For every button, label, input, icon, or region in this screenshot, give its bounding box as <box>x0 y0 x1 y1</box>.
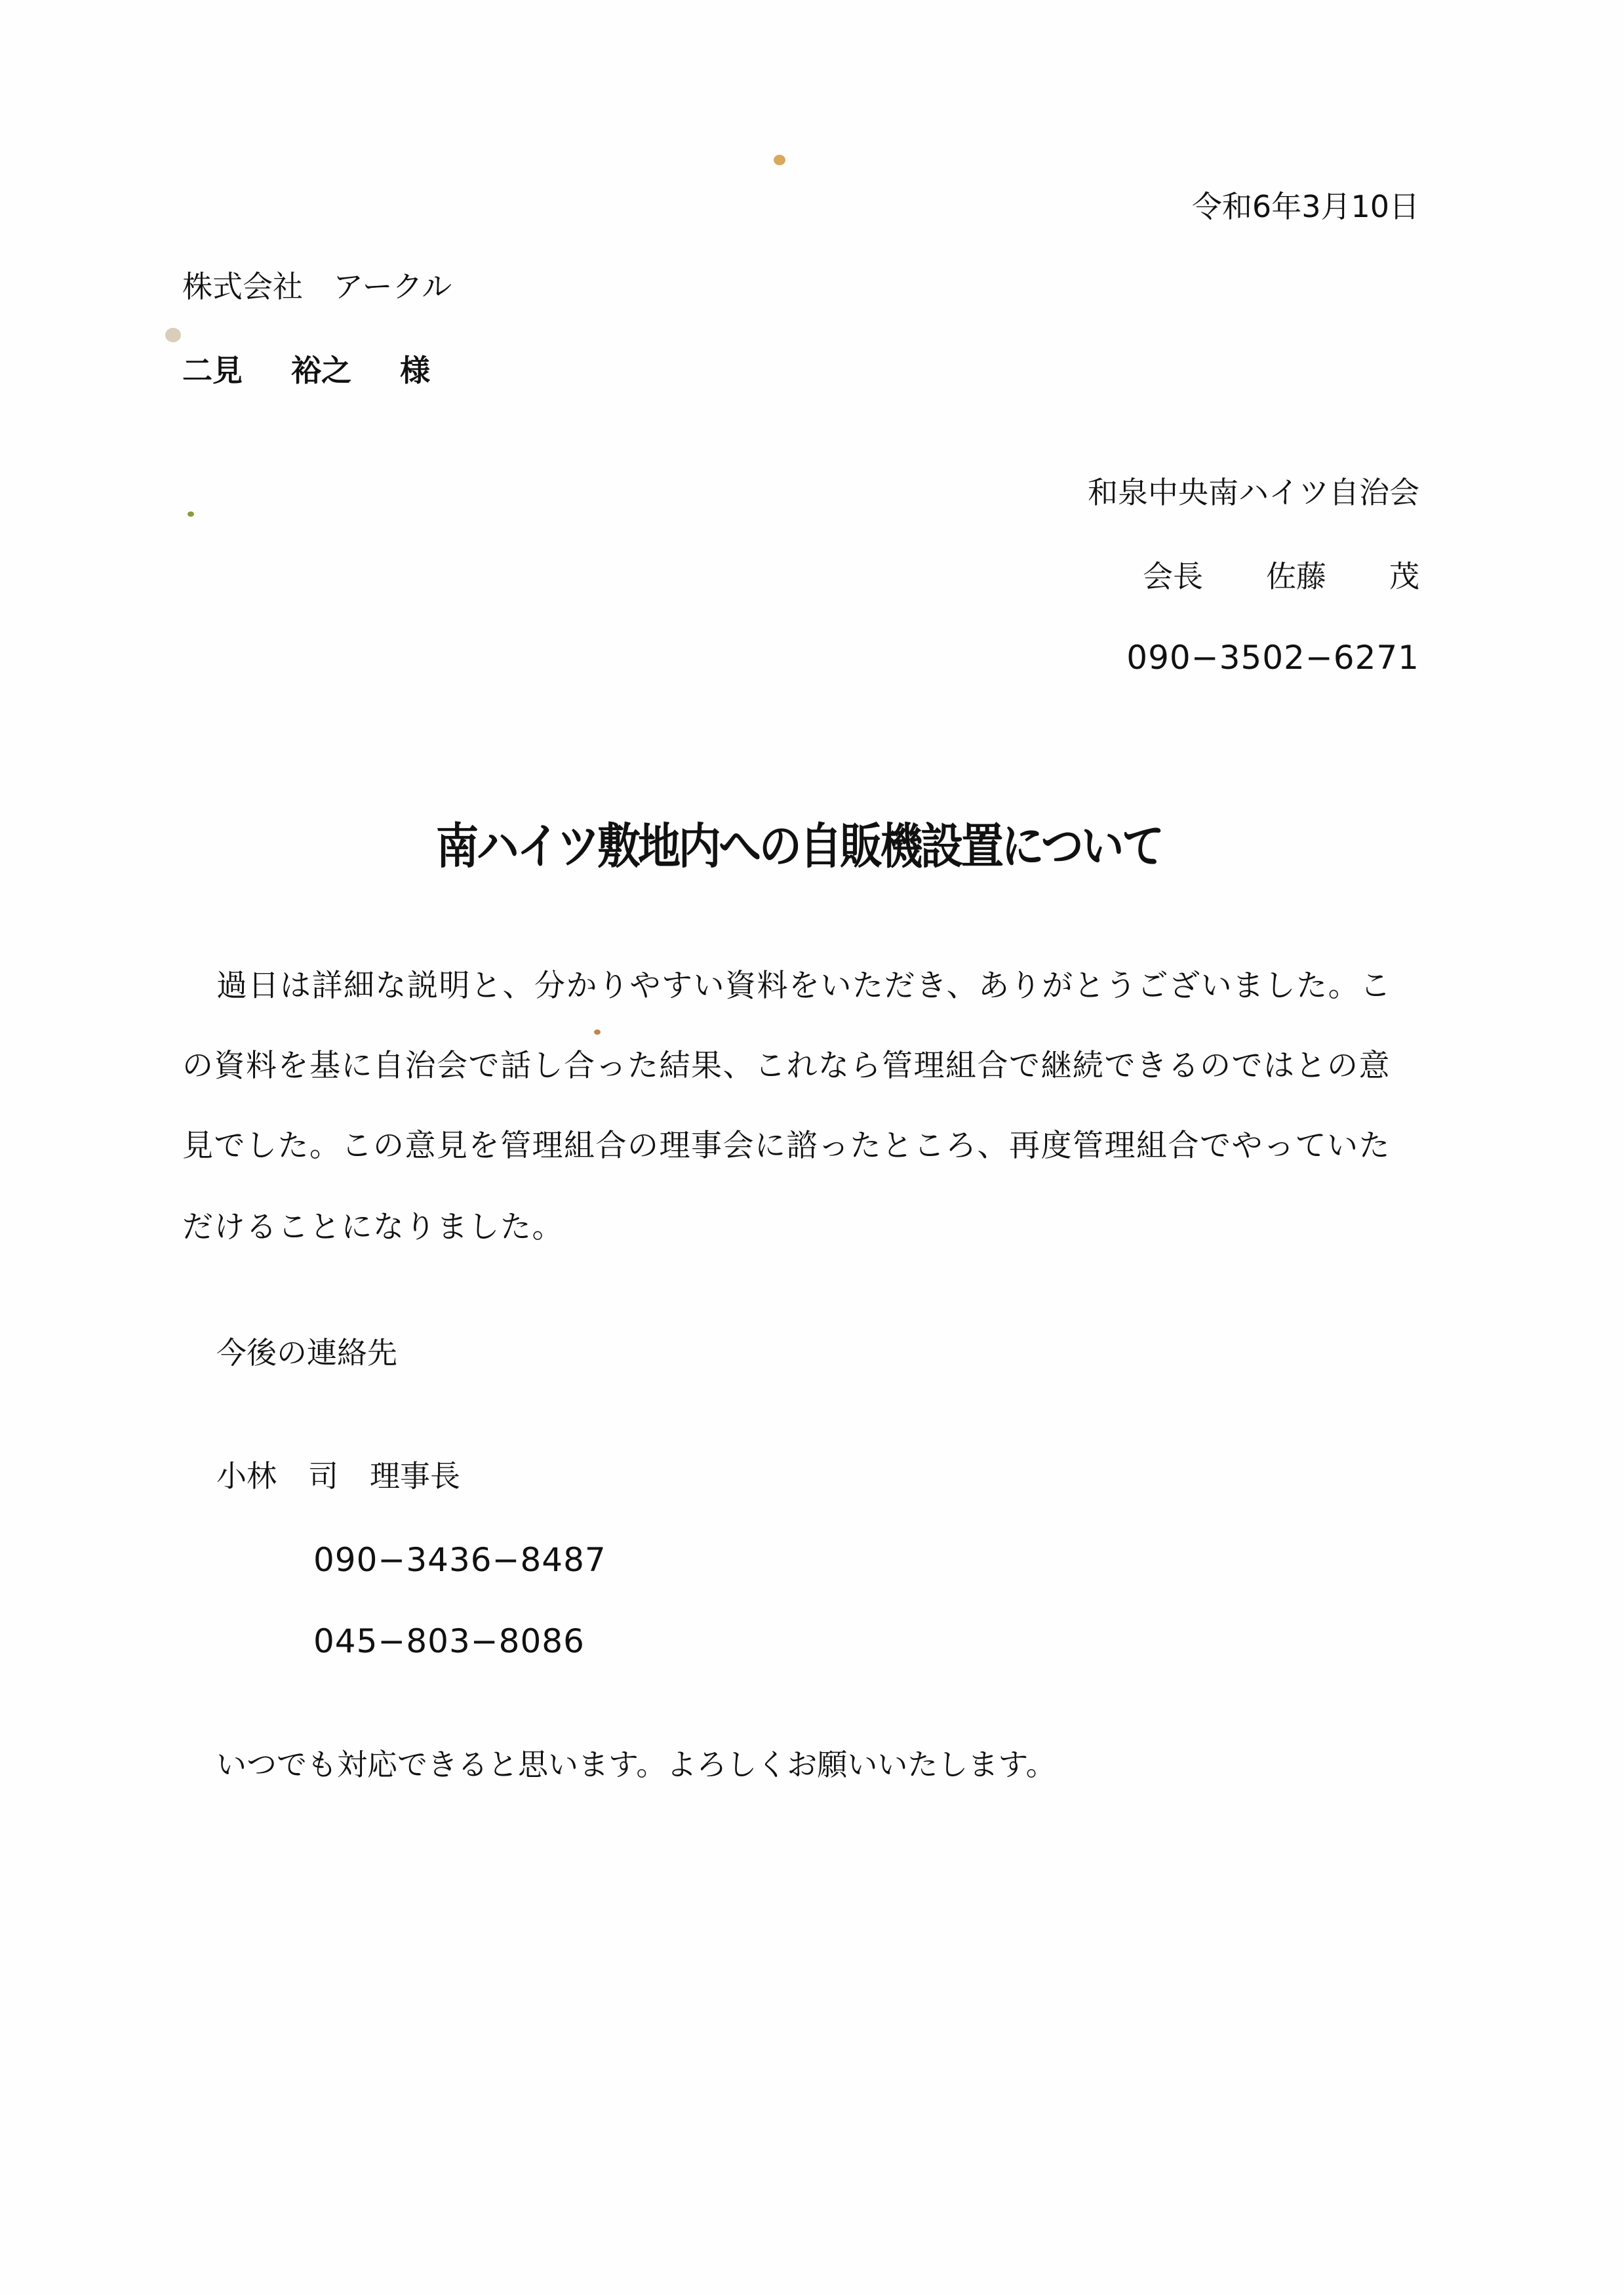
sender-title: 会長 <box>1143 559 1203 594</box>
body-line: 見でした。この意見を管理組合の理事会に諮ったところ、再度管理組合でやっていた <box>182 1128 1391 1164</box>
letter-date: 令和6年3月10日 <box>1191 189 1419 224</box>
body-line: だけることになりました。 <box>182 1209 564 1245</box>
contact-heading: 今後の連絡先 <box>216 1335 397 1370</box>
recipient-name <box>182 355 430 386</box>
closing-remark: いつでも対応できると思います。よろしくお願いいたします。 <box>216 1747 1056 1782</box>
recipient-given-name: 裕之 <box>291 353 351 388</box>
sender-family-name: 佐藤 <box>1266 559 1326 594</box>
contact-role: 理事長 <box>370 1458 460 1494</box>
scan-speck <box>165 328 181 342</box>
scan-speck <box>188 511 194 517</box>
contact-phone-mobile: 090−3436−8487 <box>313 1541 606 1579</box>
contact-family-name: 小林 <box>216 1458 277 1494</box>
body-line: の資料を基に自治会で話し合った結果、これなら管理組合で継続できるのではとの意 <box>182 1048 1391 1084</box>
scan-speck <box>774 155 785 165</box>
recipient-honorific: 様 <box>400 353 430 388</box>
sender-given-name: 茂 <box>1389 559 1419 594</box>
scan-speck <box>594 1029 601 1035</box>
contact-phone-landline: 045−803−8086 <box>313 1622 585 1660</box>
sender-organization: 和泉中央南ハイツ自治会 <box>1088 475 1419 510</box>
contact-person <box>216 1458 460 1494</box>
sender-phone: 090−3502−6271 <box>1126 639 1419 677</box>
recipient-family-name: 二見 <box>182 353 243 388</box>
recipient-company: 株式会社 アークル <box>182 269 452 304</box>
letter-subject: 南ハイツ敷地内への自販機設置について <box>435 818 1162 875</box>
contact-given-name: 司 <box>308 1458 338 1494</box>
sender-signature-line <box>1143 559 1419 594</box>
body-line: 過日は詳細な説明と、分かりやすい資料をいただき、ありがとうございました。こ <box>216 968 1392 1004</box>
